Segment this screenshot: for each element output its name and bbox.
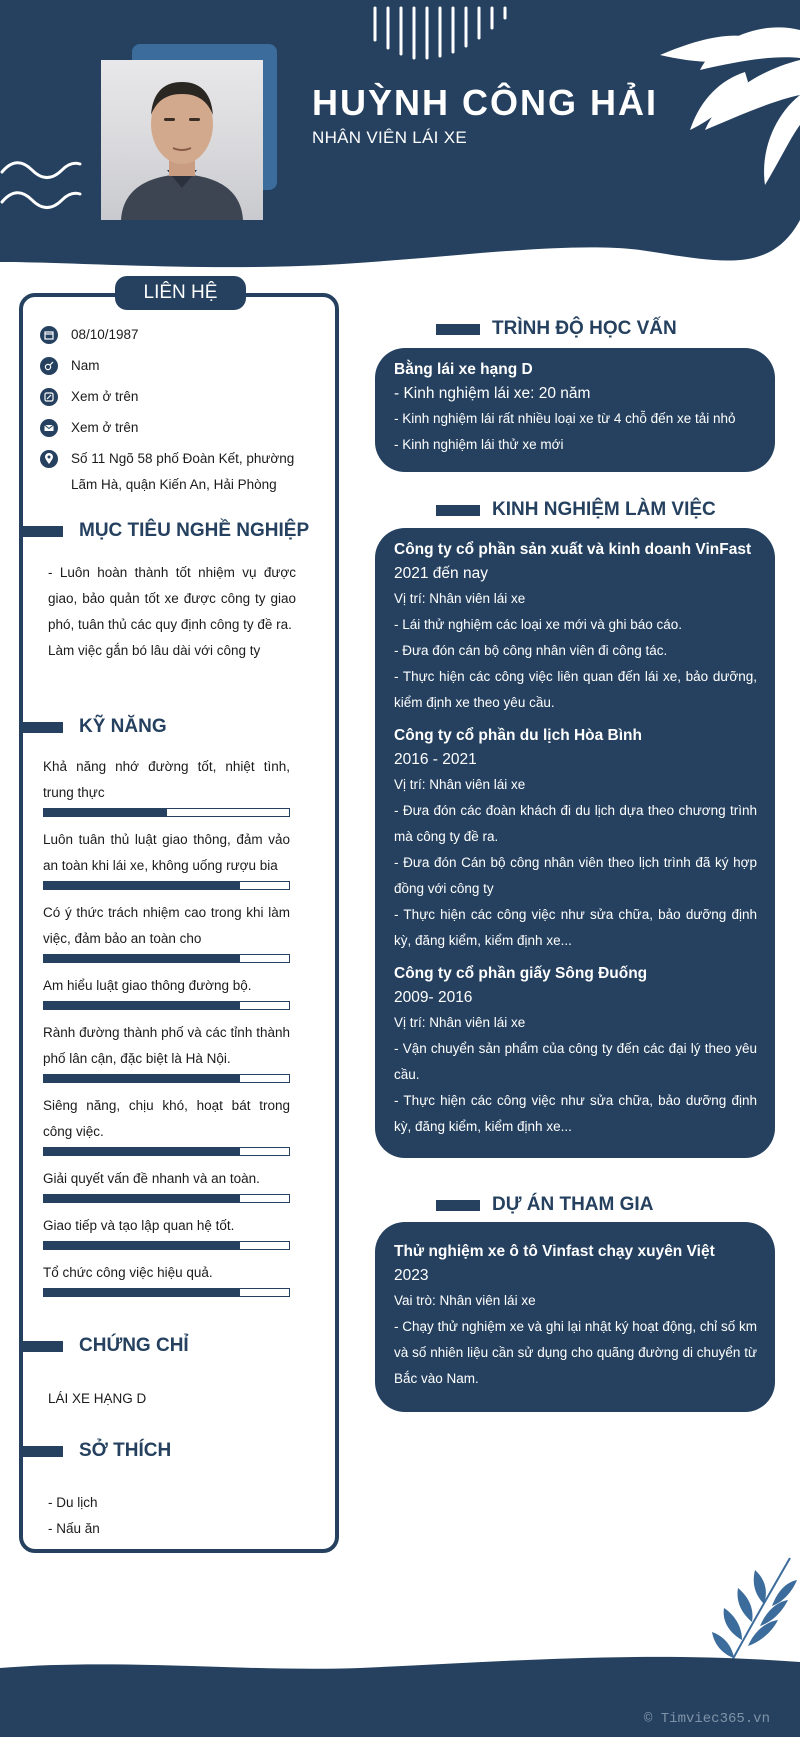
contact-text: Nam [71,358,100,373]
skill-label: Có ý thức trách nhiệm cao trong khi làm việc, đảm bảo an toàn cho [43,905,290,946]
certificates-heading [19,1335,189,1357]
skill-label: Khả năng nhớ đường tốt, nhiệt tình, trung thực [43,759,290,800]
job-position: Vị trí: Nhân viên lái xe [394,1015,526,1030]
skill-bar-fill [44,1242,240,1249]
skill-bar-fill [44,882,240,889]
section-title: SỞ THÍCH [79,1440,172,1461]
contact-text: Xem ở trên [71,420,139,435]
skill-bar [43,1147,290,1156]
project-year: 2023 [394,1267,429,1284]
section-title: KINH NGHIỆM LÀM VIỆC [492,499,716,520]
skill-bar-fill [44,1075,240,1082]
experience-heading [436,499,716,521]
job-duty: - Đưa đón Cán bộ công nhân viên theo lịch trình đã ký hợp đồng với công ty [394,855,757,896]
location-icon [40,450,58,468]
section-title: DỰ ÁN THAM GIA [492,1194,654,1215]
job-duty: - Thực hiện các công việc như sửa chữa, bảo dưỡng định kỳ, đăng kiểm, kiểm định xe... [394,1093,757,1134]
skill-bar [43,1241,290,1250]
contact-birthday [40,326,139,348]
job-period: 2016 - 2021 [394,751,477,768]
objective-text [48,560,296,664]
candidate-name: HUỲNH CÔNG HẢI [312,82,659,123]
skill-item [43,827,290,890]
skill-bar [43,1288,290,1297]
skill-label: Rành đường thành phố và các tỉnh thành phố lân cận, đặc biệt là Hà Nội. [43,1025,290,1066]
skill-item [43,1093,290,1156]
job-duty: - Đưa đón cán bộ công nhân viên đi công tác. [394,643,668,658]
contact-heading: LIÊN HỆ [115,276,246,310]
section-title: MỤC TIÊU NGHỀ NGHIỆP [79,520,310,541]
hobby-item: - Du lịch [48,1495,98,1510]
education-line: - Kinh nghiệm lái xe: 20 năm [394,385,591,402]
skill-item [43,900,290,963]
branch-icon [712,1558,797,1668]
project-description: - Chạy thử nghiệm xe và ghi lại nhật ký hoạt động, chỉ số km và số nhiên liệu cần sử dụng cho quãng đường di chuyển từ Bắc vào Nam. [394,1319,757,1386]
job-period: 2021 đến nay [394,565,488,582]
job-duty: - Lái thử nghiệm các loại xe mới và ghi báo cáo. [394,617,683,632]
objective-heading [19,520,309,542]
projects-card [375,1222,775,1412]
skills-heading [19,716,167,738]
education-line: - Kinh nghiệm lái rất nhiều loại xe từ 4 chỗ đến xe tải nhỏ [394,411,736,426]
skill-label: Siêng năng, chịu khó, hoạt bát trong công việc. [43,1098,290,1139]
hobbies-list [48,1490,100,1542]
skill-item [43,1166,290,1203]
profile-photo [101,60,263,220]
skill-bar [43,954,290,963]
contact-address [40,450,310,498]
hobbies-heading [19,1440,171,1462]
company-name: Công ty cổ phần giấy Sông Đuống [394,965,648,982]
contact-phone [40,388,138,410]
skill-bar-fill [44,1148,240,1155]
calendar-icon [40,326,58,344]
skill-item [43,1213,290,1250]
job-title: NHÂN VIÊN LÁI XE [312,128,468,147]
watermark: © Timviec365.vn [643,1711,770,1727]
skill-bar [43,1194,290,1203]
section-title: TRÌNH ĐỘ HỌC VẤN [492,318,677,339]
job-position: Vị trí: Nhân viên lái xe [394,591,526,606]
hobby-item: - Nấu ăn [48,1521,100,1536]
email-icon [40,419,58,437]
degree: Bằng lái xe hạng D [394,361,533,378]
education-card [375,348,775,472]
contact-text: Xem ở trên [71,389,139,404]
job-position: Vị trí: Nhân viên lái xe [394,777,526,792]
contact-email [40,419,138,441]
company-name: Công ty cổ phần sản xuất và kinh doanh VinFast [394,541,752,558]
skill-label: Luôn tuân thủ luật giao thông, đảm vảo an toàn khi lái xe, không uống rượu bia [43,832,290,873]
objective-line: - Luôn hoàn thành tốt nhiệm vụ được giao, bảo quản tốt xe được công ty giao phó, tuân thủ các quy định công ty đề ra. [48,565,296,632]
job-duty: - Vận chuyển sản phẩm của công ty đến các đại lý theo yêu cầu. [394,1041,757,1082]
skill-item [43,754,290,817]
job-duty: - Đưa đón các đoàn khách đi du lịch dựa theo chương trình mà công ty đề ra. [394,803,757,844]
skill-bar-fill [44,1289,240,1296]
skill-label: Giải quyết vấn đề nhanh và an toàn. [43,1171,260,1186]
projects-heading [436,1194,653,1216]
skill-bar-fill [44,809,167,816]
project-role: Vai trò: Nhân viên lái xe [394,1293,536,1308]
phone-icon [40,388,58,406]
job-duty: - Thực hiện các công việc liên quan đến lái xe, bảo dưỡng, kiểm định xe theo yêu cầu. [394,669,757,710]
skill-bar-fill [44,955,240,962]
section-title: CHỨNG CHỈ [79,1335,189,1356]
contact-text: Số 11 Ngõ 58 phố Đoàn Kết, phường Lãm Hà, quận Kiến An, Hải Phòng [71,451,295,492]
education-heading [436,318,677,340]
contact-text: 08/10/1987 [71,327,139,342]
company-name: Công ty cổ phần du lịch Hòa Bình [394,727,642,744]
skill-label: Am hiểu luật giao thông đường bộ. [43,978,252,993]
skill-bar [43,1074,290,1083]
skill-label: Tổ chức công việc hiệu quả. [43,1265,213,1280]
skill-bar-fill [44,1195,240,1202]
education-line: - Kinh nghiệm lái thử xe mới [394,437,564,452]
gender-icon [40,357,58,375]
contact-gender [40,357,100,379]
section-title: KỸ NĂNG [79,716,167,737]
project-name: Thử nghiệm xe ô tô Vinfast chạy xuyên Việt [394,1243,715,1260]
experience-card [375,528,775,1158]
job-period: 2009- 2016 [394,989,473,1006]
footer-background [0,1550,800,1737]
skill-item [43,973,290,1010]
job-duty: - Thực hiện các công việc như sửa chữa, bảo dưỡng định kỳ, đăng kiểm, kiểm định xe... [394,907,757,948]
skill-bar [43,1001,290,1010]
skill-item [43,1020,290,1083]
skill-item [43,1260,290,1297]
skill-bar [43,881,290,890]
certificate-item: LÁI XE HẠNG D [48,1391,147,1406]
skill-label: Giao tiếp và tạo lập quan hệ tốt. [43,1218,235,1233]
objective-line: Làm việc gắn bó lâu dài với công ty [48,643,261,658]
skill-bar [43,808,290,817]
skill-bar-fill [44,1002,240,1009]
